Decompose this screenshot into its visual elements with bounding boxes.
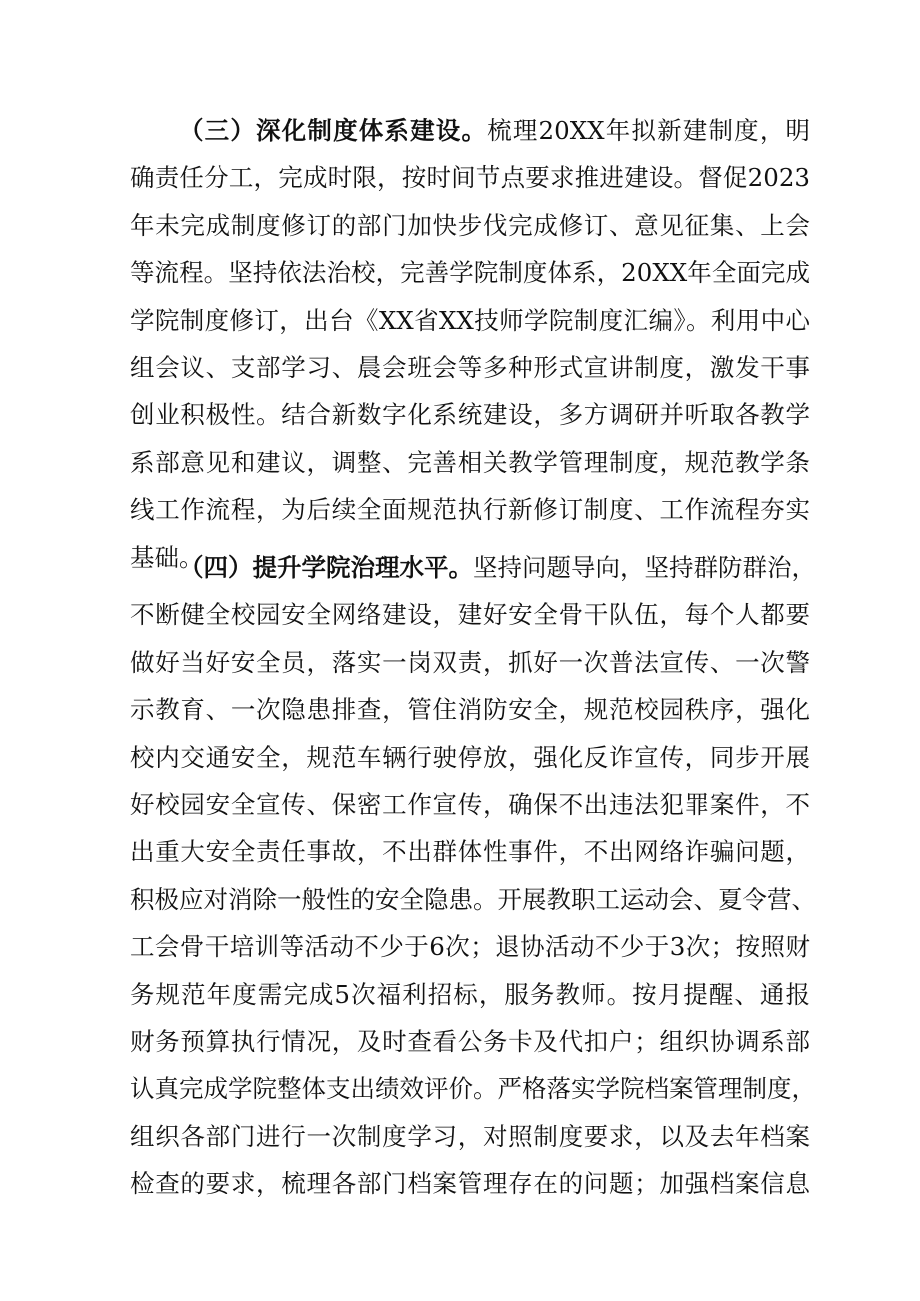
paragraph-line: 确责任分工，完成时限，按时间节点要求推进建设。督促2023 bbox=[130, 163, 810, 193]
paragraph-line bbox=[130, 107, 810, 154]
paragraph-text: 梳理20XX年拟新建制度，明 bbox=[487, 116, 811, 145]
section-3-paragraph bbox=[130, 107, 810, 581]
paragraph-line: 年未完成制度修订的部门加快步伐完成修订、意见征集、上会 bbox=[130, 210, 810, 240]
paragraph-line: 检查的要求，梳理各部门档案管理存在的问题；加强档案信息 bbox=[130, 1169, 810, 1199]
paragraph-line: 做好当好安全员，落实一岗双责，抓好一次普法宣传、一次警 bbox=[130, 647, 810, 677]
paragraph-line: 组织各部门进行一次制度学习，对照制度要求，以及去年档案 bbox=[130, 1121, 810, 1151]
paragraph-line: 线工作流程，为后续全面规范执行新修订制度、工作流程夯实 bbox=[130, 495, 810, 525]
paragraph-line bbox=[130, 544, 816, 591]
paragraph-line: 好校园安全宣传、保密工作宣传，确保不出违法犯罪案件，不 bbox=[130, 789, 810, 819]
paragraph-line: 校内交通安全，规范车辆行驶停放，强化反诈宣传，同步开展 bbox=[130, 742, 810, 772]
paragraph-line: 学院制度修订，出台《XX省XX技师学院制度汇编》。利用中心 bbox=[130, 305, 810, 335]
paragraph-line: 系部意见和建议，调整、完善相关教学管理制度，规范教学条 bbox=[130, 447, 810, 477]
paragraph-line: 组会议、支部学习、晨会班会等多种形式宣讲制度，激发干事 bbox=[130, 352, 810, 382]
section-heading: （三）深化制度体系建设。 bbox=[179, 116, 488, 145]
paragraph-line: 工会骨干培训等活动不少于6次；退协活动不少于3次；按照财 bbox=[130, 932, 810, 962]
paragraph-text: 坚持问题导向，坚持群防群治， bbox=[473, 553, 816, 582]
paragraph-line: 示教育、一次隐患排查，管住消防安全，规范校园秩序，强化 bbox=[130, 695, 810, 725]
paragraph-line: 财务预算执行情况，及时查看公务卡及代扣户；组织协调系部 bbox=[130, 1026, 810, 1056]
section-4-paragraph bbox=[130, 544, 816, 1207]
paragraph-line: 等流程。坚持依法治校，完善学院制度体系，20XX年全面完成 bbox=[130, 258, 810, 288]
paragraph-line: 基础。 bbox=[130, 542, 204, 572]
paragraph-line: 认真完成学院整体支出绩效评价。严格落实学院档案管理制度， bbox=[130, 1074, 816, 1104]
paragraph-line: 创业积极性。结合新数字化系统建设，多方调研并听取各教学 bbox=[130, 400, 810, 430]
paragraph-line: 务规范年度需完成5次福利招标，服务教师。按月提醒、通报 bbox=[130, 979, 810, 1009]
paragraph-line: 不断健全校园安全网络建设，建好安全骨干队伍，每个人都要 bbox=[130, 600, 810, 630]
section-heading: （四）提升学院治理水平。 bbox=[179, 553, 473, 582]
paragraph-line: 出重大安全责任事故，不出群体性事件，不出网络诈骗问题， bbox=[130, 837, 810, 867]
paragraph-line: 积极应对消除一般性的安全隐患。开展教职工运动会、夏令营、 bbox=[130, 884, 816, 914]
